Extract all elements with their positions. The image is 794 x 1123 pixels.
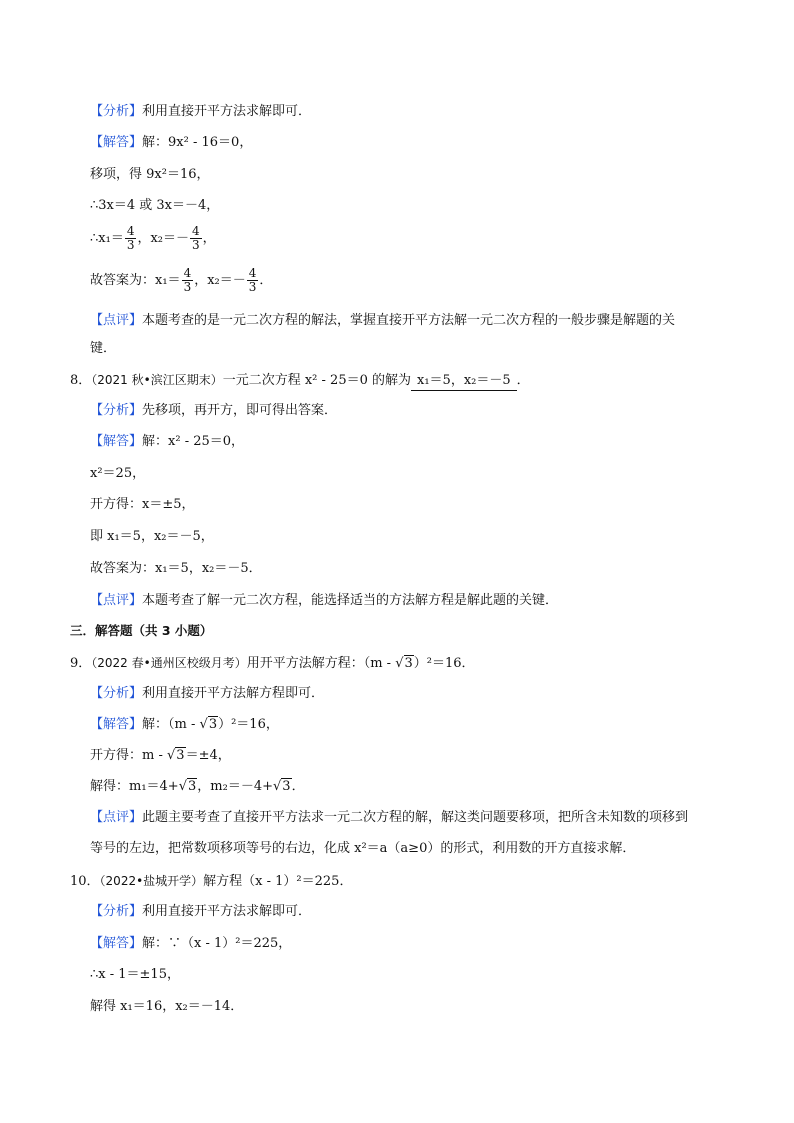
solution-tag: 【解答】 — [90, 434, 143, 449]
question-text: 一元二次方程 x² - 25＝0 的解为 — [222, 373, 411, 388]
denominator: 3 — [183, 280, 192, 294]
equation: 9x² - 16＝0， — [168, 135, 253, 150]
q10-step-2 — [90, 998, 243, 1016]
q8-step-3 — [90, 528, 214, 546]
question-text: 用开平方法解方程：（m - — [246, 656, 396, 671]
answer-blank: x₁＝5，x₂＝－5 — [411, 372, 517, 391]
fraction — [190, 225, 202, 252]
q7-comment-cont — [90, 340, 116, 358]
q7-step-2 — [90, 197, 219, 215]
section-title: 三．解答题（共 3 小题） — [70, 623, 213, 638]
question-text: ）²＝16． — [413, 656, 475, 671]
therefore-symbol: ∴ — [90, 231, 99, 246]
q9-step-1 — [90, 747, 231, 765]
numerator: 4 — [183, 266, 192, 280]
comment-text: 本题考查了解一元二次方程，能选择适当的方法解方程是解此题的关键． — [142, 593, 559, 608]
denominator: 3 — [126, 238, 135, 252]
punct: ． — [259, 273, 273, 288]
question-source: （2022 春•通州区校级月考） — [91, 656, 247, 670]
q8-solution — [90, 433, 244, 451]
equation: 9x²＝16， — [146, 167, 210, 182]
denominator: 3 — [192, 238, 200, 252]
q9-analysis — [90, 685, 324, 703]
q7-comment — [90, 312, 675, 330]
question-source: （2022•盐城开学） — [99, 874, 204, 888]
radicand: 3 — [404, 656, 413, 671]
q10-step-1 — [90, 966, 180, 984]
comment-tag: 【点评】 — [90, 593, 143, 608]
equation: ∴x - 1＝±15， — [90, 967, 180, 982]
sqrt: √3 — [395, 656, 413, 671]
analysis-text: 利用直接开平方法求解即可． — [142, 904, 312, 919]
question-number: 10． — [70, 874, 100, 889]
q8-analysis — [90, 402, 337, 420]
comment-text: 本题考查的是一元二次方程的解法，掌握直接开平方法解一元二次方程的一般步骤是解题的关 — [142, 313, 676, 328]
analysis-text: 利用直接开平方法解方程即可． — [142, 686, 325, 701]
comment-tag: 【点评】 — [90, 810, 143, 825]
question-number: 9． — [70, 656, 92, 671]
sqrt: √3 — [199, 717, 218, 732]
step-text: 移项，得 — [90, 167, 143, 182]
numerator: 4 — [126, 224, 135, 238]
comment-text: 键． — [90, 341, 117, 356]
radicand: 3 — [208, 717, 218, 732]
equation: 解：x² - 25＝0， — [142, 434, 245, 449]
solution-tag: 【解答】 — [90, 135, 143, 150]
q8-comment — [90, 592, 558, 610]
sqrt: √3 — [178, 779, 197, 794]
q7-step-3 — [90, 224, 216, 254]
analysis-text: 先移项，再开方，即可得出答案． — [142, 403, 338, 418]
q8-step-2 — [90, 496, 195, 514]
q10-analysis — [90, 903, 311, 921]
q10-solution — [90, 935, 291, 953]
fraction — [125, 225, 137, 252]
radicand: 3 — [188, 779, 197, 794]
q9-step-2 — [90, 778, 305, 796]
equation: ＝±4， — [185, 748, 231, 763]
x2-label: ，x₂＝－ — [137, 231, 190, 246]
q7-solution — [90, 134, 252, 152]
fraction — [247, 267, 259, 294]
analysis-tag: 【分析】 — [90, 686, 143, 701]
question-text: 解方程（x - 1）²＝225． — [203, 874, 353, 889]
solution-tag: 【解答】 — [90, 936, 143, 951]
equation: 解：（m - — [142, 717, 200, 732]
q10-stem — [70, 872, 352, 891]
numerator: 4 — [248, 266, 257, 280]
punct: ， — [202, 231, 216, 246]
comment-text: 此题主要考查了直接开平方法求一元二次方程的解，解这类问题要移项，把所含未知数的项移到 — [142, 810, 689, 825]
q9-solution — [90, 716, 279, 734]
solution-prefix: 解： — [142, 135, 169, 150]
equation: x²＝25， — [90, 466, 146, 481]
radicand: 3 — [282, 779, 291, 794]
solution-tag: 【解答】 — [90, 717, 143, 732]
equation: 故答案为：x₁＝5，x₂＝－5． — [90, 561, 262, 576]
q8-answer — [90, 560, 262, 578]
comment-text: 等号的左边，把常数项移项等号的右边，化成 x²＝a（a≥0）的形式，利用数的开方直接求解． — [90, 841, 636, 856]
question-number: 8． — [70, 373, 92, 388]
question-source: （2021 秋•滨江区期末） — [91, 373, 223, 387]
numerator: 4 — [192, 224, 200, 238]
x2-label: ，x₂＝－ — [194, 273, 246, 288]
q9-stem — [70, 654, 475, 673]
equation: 开方得：m - — [90, 748, 167, 763]
equation: 解得 x₁＝16，x₂＝－14． — [90, 999, 244, 1014]
equation: 解得：m₁＝4+ — [90, 779, 179, 794]
analysis-tag: 【分析】 — [90, 904, 143, 919]
equation: 解：∵（x - 1）²＝225， — [142, 936, 292, 951]
equation: 即 x₁＝5，x₂＝－5， — [90, 529, 214, 544]
q8-step-1 — [90, 465, 145, 483]
answer-prefix: 故答案为： — [90, 273, 156, 288]
q7-step-move — [90, 166, 210, 184]
sqrt: √3 — [167, 748, 185, 763]
q7-answer — [90, 266, 272, 296]
sqrt: √3 — [272, 779, 291, 794]
comment-tag: 【点评】 — [90, 313, 143, 328]
equation: ，m₂＝－4+ — [197, 779, 273, 794]
q9-comment-cont — [90, 840, 635, 858]
analysis-tag: 【分析】 — [90, 104, 143, 119]
punct: ． — [291, 779, 305, 794]
analysis-tag: 【分析】 — [90, 403, 143, 418]
equation: ）²＝16， — [218, 717, 279, 732]
analysis-text: 利用直接开平方法求解即可． — [142, 104, 312, 119]
q9-comment — [90, 809, 688, 827]
q7-analysis — [90, 103, 311, 121]
punct: ． — [516, 373, 530, 388]
x1-label: x₁＝ — [155, 273, 181, 288]
equation: 开方得：x＝±5， — [90, 497, 195, 512]
denominator: 3 — [248, 280, 257, 294]
x1-label: x₁＝ — [98, 231, 124, 246]
radicand: 3 — [176, 748, 185, 763]
q8-stem — [70, 371, 530, 391]
equation: ∴3x＝4 或 3x＝－4， — [90, 198, 220, 213]
fraction — [182, 267, 194, 294]
